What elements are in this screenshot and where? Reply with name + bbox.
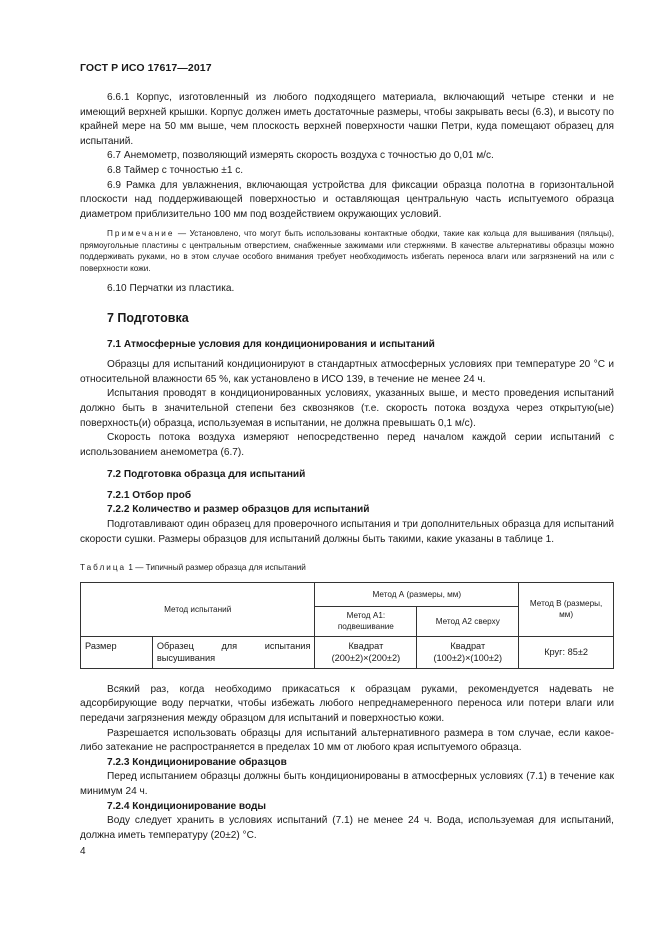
table-header-method-a2: Метод А2 сверху [417,606,519,636]
para-7-1-b: Испытания проводят в кондиционированных условиях, указанных выше, и место проведения испытаний должно быть в значительной степени без сквозняков (т.е. скорость потока воздуха через открытую(ые) поверхность(и) образца, используемая в испытании, не должна превышать 0,1 м/с). [80,388,614,429]
para-7-1-a: Образцы для испытаний кондиционируют в стандартных атмосферных условиях при температуре 20 °C и относительной влажности 65 %, как установлено в ИСО 139, в течение не менее 24 ч. [80,359,614,385]
section-7-1-heading: 7.1 Атмосферные условия для кондиционирования и испытаний [107,338,435,350]
document-body [80,91,614,843]
para-7-2-4: Воду следует хранить в условиях испытаний (7.1) не менее 24 ч. Вода, используемая для испытаний, должна иметь температуру (20±2) °C. [80,815,614,841]
note [80,228,614,274]
table-label: Таблица [80,563,127,573]
table-cell-b: Круг: 85±2 [519,636,614,668]
clause-6-7: 6.7 Анемометр, позволяющий измерять скорость воздуха с точностью до 0,01 м/с. [107,150,494,162]
section-7-2-4-heading: 7.2.4 Кондиционирование воды [107,800,267,812]
para-gloves: Всякий раз, когда необходимо прикасаться к образцам руками, рекомендуется надевать не адсорбирующие воду перчатки, чтобы избежать любого непреднамеренного переноса или потери влаги или передачи загрязнения между образцом для испытаний и поверхностью кожи. [80,683,614,725]
table-header-method: Метод испытаний [81,582,315,636]
table-caption [80,561,614,576]
table-cell-a2: Квадрат (100±2)×(100±2) [417,636,519,668]
clause-6-8: 6.8 Таймер с точностью ±1 с. [107,164,244,176]
section-7-2-2-heading: 7.2.2 Количество и размер образцов для испытаний [107,504,370,516]
table-header-method-a: Метод А (размеры, мм) [315,582,519,606]
para-alternative-size: Разрешается использовать образцы для испытаний альтернативного размера в том случае, если какое-либо затекание не распространяется в пределах 10 мм от любого края испытуемого образца. [80,727,614,754]
note-label: Примечание [107,229,175,239]
para-7-2-2: Подготавливают один образец для проверочного испытания и три дополнительных образца для испытаний скорости сушки. Размеры образцов для испытаний должны быть такими, какие указаны в таблице 1. [80,519,614,545]
section-7-2-heading: 7.2 Подготовка образца для испытаний [107,469,306,481]
table-row-label: Размер [81,636,153,668]
section-7-2-3-heading: 7.2.3 Кондиционирование образцов [107,756,287,768]
page-number: 4 [80,846,86,857]
table-header-method-a1: Метод А1: подвешивание [315,606,417,636]
section-7-heading: 7 Подготовка [107,310,189,325]
table-title: 1 — Типичный размер образца для испытаний [128,563,306,573]
specimen-size-table [80,582,614,669]
note-text: — Установлено, что могут быть использованы контактные ободки, такие как кольца для вышивания (пяльцы), прямоугольные пластины с центральным отверстием, снабженные зажимами или стержнями. В качестве альтернативы образцы можно поддерживать руками, но в этом случае особого внимания требует необходимость избегать переноса влаги или загрязнений на или с поверхности кожи. [80,229,614,273]
para-7-2-3: Перед испытанием образцы должны быть кондиционированы в атмосферных условиях (7.1) в течение как минимум 24 ч. [80,771,614,797]
clause-6-10: 6.10 Перчатки из пластика. [107,283,235,295]
table-row-description: Образец для испытания высушивания [152,636,315,668]
clause-6-6-1: 6.6.1 Корпус, изготовленный из любого подходящего материала, включающий четыре стенки и не имеющий верхней крышки. Корпус должен иметь достаточные размеры, чтобы закрывать весы (6.3), и высоту по крайней мере на 50 мм выше, чем плоскость верхней поверхности чашки Петри, куда помещают образец для испытаний. [80,92,614,147]
table-header-method-b: Метод В (размеры, мм) [519,582,614,636]
section-7-2-1-heading: 7.2.1 Отбор проб [107,489,192,501]
clause-6-9: 6.9 Рамка для увлажнения, включающая устройства для фиксации образца полотна в горизонтальной плоскости над поддерживающей поверхностью и оставляющая центральную часть испытуемого образца диаметром приблизительно 100 мм под воздействием окружающих условий. [80,179,614,220]
para-7-1-c: Скорость потока воздуха измеряют непосредственно перед началом каждой серии испытаний с использованием анемометра (6.7). [80,432,614,458]
table-cell-a1: Квадрат (200±2)×(200±2) [315,636,417,668]
document-header: ГОСТ Р ИСО 17617—2017 [80,62,212,74]
